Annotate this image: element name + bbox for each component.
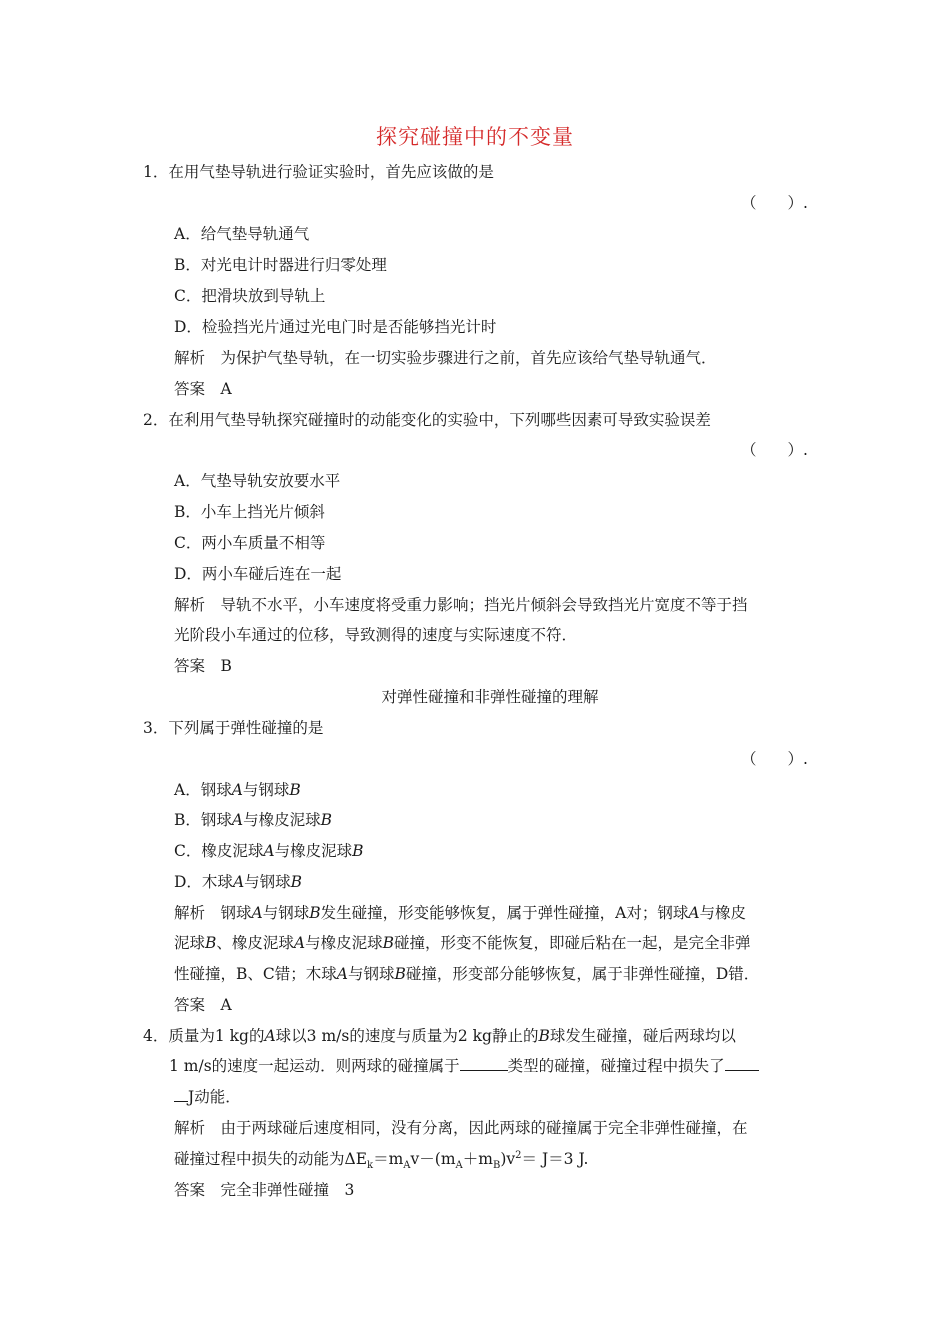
q4-analysis-line-2: 碰撞过程中损失的动能为$\Delta E_k=m_Av-(m_A+m_B)v^2= J=3$ J.: [174, 1149, 589, 1172]
q2-option-b: B．小车上挡光片倾斜: [174, 503, 325, 521]
q1-answer: 答案 A: [174, 380, 232, 398]
q1-option-b: B．对光电计时器进行归零处理: [174, 256, 387, 274]
q3-option-b: B．钢球A与橡皮泥球B: [174, 811, 332, 829]
q3-option-d: D．木球A与钢球B: [174, 873, 303, 891]
q2-answer-blank: （ ）.: [741, 441, 808, 459]
q1-analysis: 解析 为保护气垫导轨，在一切实验步骤进行之前，首先应该给气垫导轨通气．: [174, 349, 717, 367]
q4-fill-blank-2a[interactable]: [725, 1056, 759, 1071]
page-title: 探究碰撞中的不变量: [376, 125, 574, 149]
q2-option-c: C．两小车质量不相等: [174, 534, 326, 552]
q1-option-c: C．把滑块放到导轨上: [174, 287, 326, 305]
q2-stem: 2．在利用气垫导轨探究碰撞时的动能变化的实验中，下列哪些因素可导致实验误差: [143, 411, 711, 429]
q4-stem-line-1: 4．质量为1 kg的A球以3 m/s的速度与质量为2 kg静止的B球发生碰撞，碰后两球均以: [143, 1027, 736, 1045]
q2-answer: 答案 B: [174, 657, 232, 675]
q3-analysis-line-3: 性碰撞，B、C错；木球A与钢球B碰撞，形变部分能够恢复，属于非弹性碰撞，D错．: [174, 965, 760, 983]
q3-answer: 答案 A: [174, 996, 232, 1014]
q4-stem-line-2: 1 m/s的速度一起运动．则两球的碰撞属于 类型的碰撞，碰撞过程中损失了: [169, 1054, 759, 1076]
q4-stem-line-3: J动能．: [174, 1085, 241, 1107]
q1-option-a: A．给气垫导轨通气: [174, 225, 310, 243]
q4-analysis-line-1: 解析 由于两球碰后速度相同，没有分离，因此两球的碰撞属于完全非弹性碰撞，在: [174, 1119, 748, 1137]
q1-stem: 1．在用气垫导轨进行验证实验时，首先应该做的是: [143, 163, 494, 181]
q3-analysis-line-1: 解析 钢球A与钢球B发生碰撞，形变能够恢复，属于弹性碰撞，A对；钢球A与橡皮: [174, 904, 747, 922]
q2-option-a: A．气垫导轨安放要水平: [174, 472, 341, 490]
q3-stem: 3．下列属于弹性碰撞的是: [143, 719, 324, 737]
q3-analysis-line-2: 泥球B、橡皮泥球A与橡皮泥球B碰撞，形变不能恢复，即碰后粘在一起，是完全非弹: [174, 934, 751, 952]
q3-option-a: A．钢球A与钢球B: [174, 781, 301, 799]
q4-fill-blank-2b[interactable]: [174, 1087, 188, 1102]
q4-fill-blank-1[interactable]: [460, 1056, 508, 1071]
q1-answer-blank: （ ）.: [741, 194, 808, 212]
q3-option-c: C．橡皮泥球A与橡皮泥球B: [174, 842, 364, 860]
q2-analysis-line-2: 光阶段小车通过的位移，导致测得的速度与实际速度不符．: [174, 626, 578, 644]
q1-option-d: D．检验挡光片通过光电门时是否能够挡光计时: [174, 318, 497, 336]
section-heading: 对弹性碰撞和非弹性碰撞的理解: [381, 688, 599, 706]
q4-answer: 答案 完全非弹性碰撞 3: [174, 1181, 355, 1199]
q2-analysis-line-1: 解析 导轨不水平，小车速度将受重力影响；挡光片倾斜会导致挡光片宽度不等于挡: [174, 596, 748, 614]
q2-option-d: D．两小车碰后连在一起: [174, 565, 342, 583]
q3-answer-blank: （ ）.: [741, 750, 808, 768]
